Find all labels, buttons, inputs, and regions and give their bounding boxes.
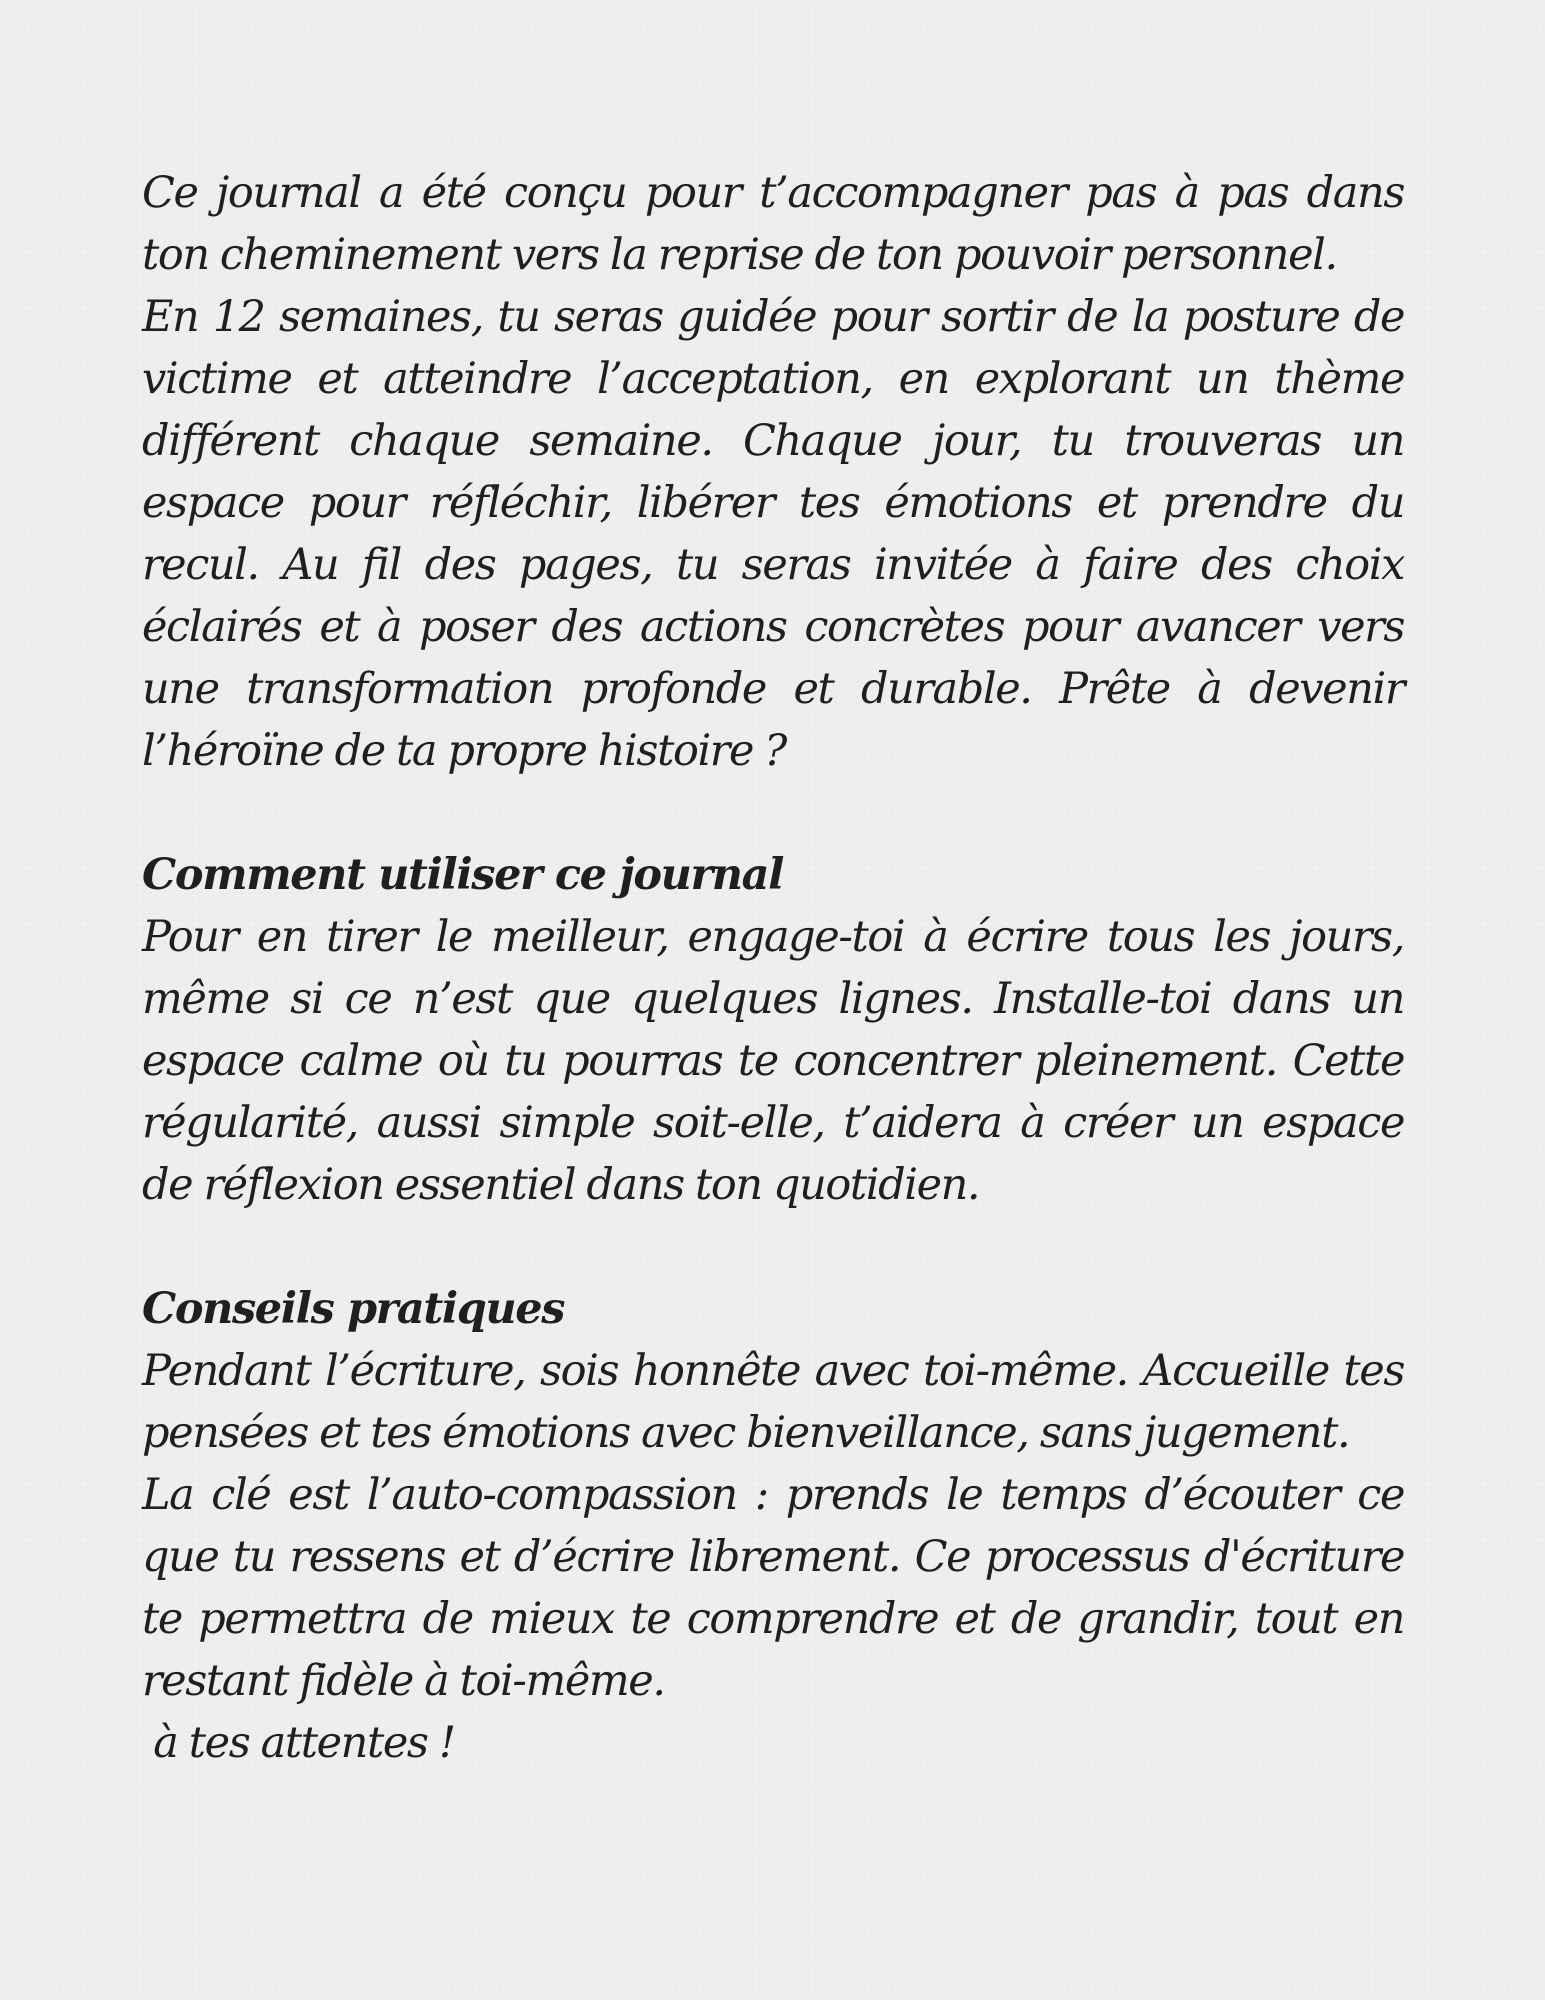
section-spacer: [142, 1216, 1404, 1278]
page-content: [142, 162, 1404, 1774]
intro-paragraph-2: En 12 semaines, tu seras guidée pour sortir de la posture de victime et atteindre l’acceptation, en explorant un thème différent chaque semaine. Chaque jour, tu trouveras un espace pour réfléchir, libérer tes émotions et prendre du recul. Au fil des pages, tu seras invitée à faire des choix éclairés et à poser des actions concrètes pour avancer vers une transformation profonde et durable. Prête à devenir l’héroïne de ta propre histoire ?: [142, 292, 1404, 776]
how-to-use-paragraph: Pour en tirer le meilleur, engage-toi à écrire tous les jours, même si ce n’est que quelques lignes. Installe-toi dans un espace calme où tu pourras te concentrer pleinement. Cette régularité, aussi simple soit-elle, t’aidera à créer un espace de réflexion essentiel dans ton quotidien.: [142, 912, 1404, 1210]
tips-paragraph-2: La clé est l’auto-compassion : prends le temps d’écouter ce que tu ressens et d’écrire librement. Ce processus d'écriture te permettra de mieux te comprendre et de grandir, tout en restant fidèle à toi-même.: [142, 1470, 1404, 1706]
how-to-use-heading: Comment utiliser ce journal: [142, 850, 784, 900]
intro-paragraph-1: Ce journal a été conçu pour t’accompagner pas à pas dans ton cheminement vers la reprise de ton pouvoir personnel.: [142, 168, 1404, 280]
tips-paragraph-1: Pendant l’écriture, sois honnête avec toi-même. Accueille tes pensées et tes émotions avec bienveillance, sans jugement.: [142, 1346, 1404, 1458]
tips-closing: à tes attentes !: [142, 1718, 455, 1768]
tips-heading: Conseils pratiques: [142, 1284, 565, 1334]
section-spacer: [142, 782, 1404, 844]
